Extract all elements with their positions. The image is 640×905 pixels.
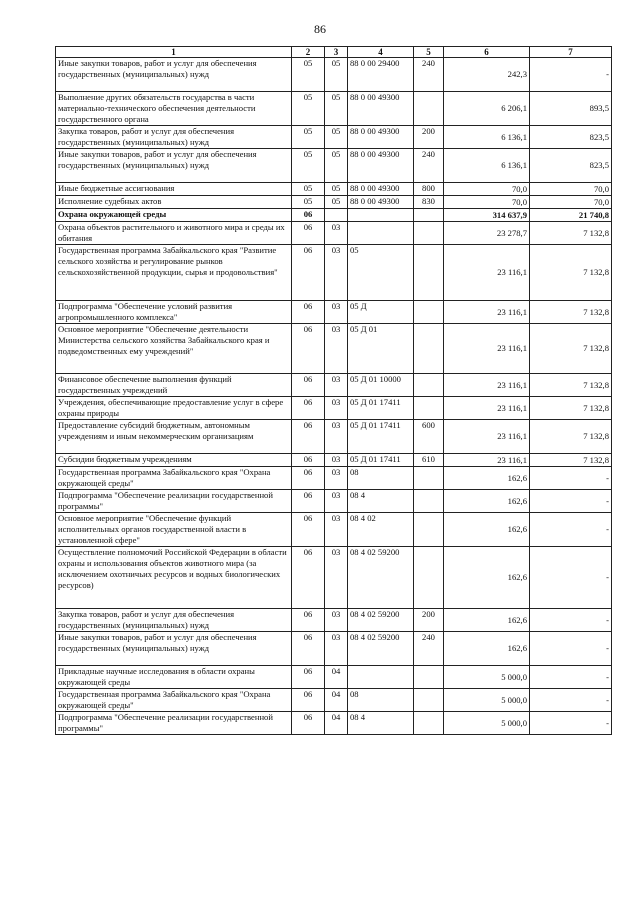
- amount-col7: -: [530, 632, 612, 666]
- table-row: [56, 92, 612, 126]
- section-code: 06: [292, 513, 325, 547]
- subsection-code: 03: [325, 632, 348, 666]
- expense-type-code: [414, 92, 444, 126]
- item-name: Охрана окружающей среды: [56, 209, 292, 222]
- expense-type-code: 800: [414, 183, 444, 196]
- target-article-code: 08 4: [348, 490, 414, 513]
- table-row: [56, 490, 612, 513]
- item-name: Охрана объектов растительного и животного мира и среды их обитания: [56, 222, 292, 245]
- section-code: 05: [292, 183, 325, 196]
- subsection-code: 03: [325, 467, 348, 490]
- target-article-code: 08 4: [348, 712, 414, 735]
- item-name: Государственная программа Забайкальского края "Охрана окружающей среды": [56, 689, 292, 712]
- header-cell: 6: [444, 47, 530, 58]
- target-article-code: 08: [348, 689, 414, 712]
- item-name: Иные закупки товаров, работ и услуг для обеспечения государственных (муниципальных) нужд: [56, 632, 292, 666]
- amount-col6: 23 116,1: [444, 324, 530, 374]
- section-code: 05: [292, 149, 325, 183]
- table-row: [56, 222, 612, 245]
- amount-col6: 23 116,1: [444, 454, 530, 467]
- header-cell: 1: [56, 47, 292, 58]
- amount-col6: 162,6: [444, 490, 530, 513]
- table-row: [56, 126, 612, 149]
- header-row: [56, 47, 612, 58]
- expense-type-code: 240: [414, 149, 444, 183]
- section-code: 05: [292, 92, 325, 126]
- subsection-code: 05: [325, 196, 348, 209]
- item-name: Иные закупки товаров, работ и услуг для обеспечения государственных (муниципальных) нужд: [56, 58, 292, 92]
- amount-col7: 70,0: [530, 196, 612, 209]
- amount-col7: -: [530, 58, 612, 92]
- expense-type-code: [414, 712, 444, 735]
- amount-col7: 7 132,8: [530, 454, 612, 467]
- header-cell: 7: [530, 47, 612, 58]
- expense-type-code: 200: [414, 126, 444, 149]
- subsection-code: 03: [325, 420, 348, 454]
- subsection-code: 04: [325, 666, 348, 689]
- section-code: 06: [292, 222, 325, 245]
- item-name: Финансовое обеспечение выполнения функций государственных учреждений: [56, 374, 292, 397]
- target-article-code: 88 0 00 29400: [348, 58, 414, 92]
- section-code: 06: [292, 666, 325, 689]
- target-article-code: 08 4 02: [348, 513, 414, 547]
- amount-col6: 162,6: [444, 609, 530, 632]
- expense-type-code: [414, 301, 444, 324]
- section-code: 06: [292, 467, 325, 490]
- subsection-code: 03: [325, 374, 348, 397]
- table-row: [56, 183, 612, 196]
- expense-type-code: [414, 324, 444, 374]
- amount-col7: 823,5: [530, 126, 612, 149]
- table-row: [56, 454, 612, 467]
- table-row: [56, 712, 612, 735]
- amount-col6: 70,0: [444, 183, 530, 196]
- amount-col6: 6 136,1: [444, 149, 530, 183]
- expense-type-code: [414, 222, 444, 245]
- subsection-code: 03: [325, 222, 348, 245]
- table-row: [56, 209, 612, 222]
- amount-col6: 5 000,0: [444, 666, 530, 689]
- target-article-code: 05 Д 01 17411: [348, 454, 414, 467]
- section-code: 05: [292, 126, 325, 149]
- amount-col6: 314 637,9: [444, 209, 530, 222]
- subsection-code: 03: [325, 397, 348, 420]
- expense-type-code: [414, 513, 444, 547]
- item-name: Закупка товаров, работ и услуг для обеспечения государственных (муниципальных) нужд: [56, 609, 292, 632]
- amount-col6: 242,3: [444, 58, 530, 92]
- amount-col6: 162,6: [444, 547, 530, 609]
- amount-col6: 23 116,1: [444, 301, 530, 324]
- table-row: [56, 324, 612, 374]
- expense-type-code: [414, 245, 444, 301]
- amount-col7: 7 132,8: [530, 245, 612, 301]
- item-name: Осуществление полномочий Российской Федерации в области охраны и использования объектов животного мира (за исключением охотничьих ресурсов и водных биологических ресурсов): [56, 547, 292, 609]
- budget-table: [55, 46, 612, 735]
- table-body: [56, 47, 612, 735]
- amount-col6: 23 116,1: [444, 245, 530, 301]
- target-article-code: [348, 222, 414, 245]
- target-article-code: 88 0 00 49300: [348, 196, 414, 209]
- amount-col6: 70,0: [444, 196, 530, 209]
- item-name: Исполнение судебных актов: [56, 196, 292, 209]
- subsection-code: 05: [325, 92, 348, 126]
- table-row: [56, 689, 612, 712]
- table-row: [56, 196, 612, 209]
- item-name: Учреждения, обеспечивающие предоставление услуг в сфере охраны природы: [56, 397, 292, 420]
- amount-col7: -: [530, 513, 612, 547]
- expense-type-code: 830: [414, 196, 444, 209]
- expense-type-code: 240: [414, 58, 444, 92]
- target-article-code: 05 Д 01 17411: [348, 420, 414, 454]
- amount-col7: 7 132,8: [530, 222, 612, 245]
- subsection-code: 04: [325, 712, 348, 735]
- target-article-code: 05 Д 01 10000: [348, 374, 414, 397]
- target-article-code: 05 Д: [348, 301, 414, 324]
- target-article-code: 05 Д 01 17411: [348, 397, 414, 420]
- target-article-code: 08: [348, 467, 414, 490]
- item-name: Иные бюджетные ассигнования: [56, 183, 292, 196]
- header-cell: 2: [292, 47, 325, 58]
- target-article-code: 88 0 00 49300: [348, 149, 414, 183]
- amount-col6: 5 000,0: [444, 712, 530, 735]
- section-code: 05: [292, 196, 325, 209]
- amount-col6: 162,6: [444, 467, 530, 490]
- item-name: Государственная программа Забайкальского края "Развитие сельского хозяйства и регулирование рынков сельскохозяйственной продукции, сырья и продовольствия": [56, 245, 292, 301]
- table-row: [56, 58, 612, 92]
- subsection-code: 05: [325, 126, 348, 149]
- amount-col7: 7 132,8: [530, 374, 612, 397]
- section-code: 06: [292, 689, 325, 712]
- amount-col7: -: [530, 609, 612, 632]
- subsection-code: 03: [325, 324, 348, 374]
- amount-col6: 6 206,1: [444, 92, 530, 126]
- item-name: Подпрограмма "Обеспечение реализации государственной программы": [56, 490, 292, 513]
- expense-type-code: 240: [414, 632, 444, 666]
- amount-col7: 7 132,8: [530, 324, 612, 374]
- target-article-code: 05 Д 01: [348, 324, 414, 374]
- target-article-code: [348, 209, 414, 222]
- subsection-code: 03: [325, 490, 348, 513]
- amount-col7: 823,5: [530, 149, 612, 183]
- item-name: Предоставление субсидий бюджетным, автономным учреждениям и иным некоммерческим организациям: [56, 420, 292, 454]
- section-code: 06: [292, 245, 325, 301]
- section-code: 06: [292, 454, 325, 467]
- target-article-code: 05: [348, 245, 414, 301]
- section-code: 06: [292, 374, 325, 397]
- expense-type-code: 610: [414, 454, 444, 467]
- item-name: Подпрограмма "Обеспечение условий развития агропромышленного комплекса": [56, 301, 292, 324]
- header-cell: 3: [325, 47, 348, 58]
- expense-type-code: [414, 397, 444, 420]
- expense-type-code: [414, 374, 444, 397]
- target-article-code: [348, 666, 414, 689]
- header-cell: 4: [348, 47, 414, 58]
- subsection-code: [325, 209, 348, 222]
- table-row: [56, 609, 612, 632]
- section-code: 06: [292, 632, 325, 666]
- amount-col7: -: [530, 666, 612, 689]
- target-article-code: 88 0 00 49300: [348, 92, 414, 126]
- target-article-code: 88 0 00 49300: [348, 183, 414, 196]
- header-cell: 5: [414, 47, 444, 58]
- item-name: Выполнение других обязательств государства в части материально-технического обеспечения деятельности государственного органа: [56, 92, 292, 126]
- amount-col7: 70,0: [530, 183, 612, 196]
- table-row: [56, 245, 612, 301]
- amount-col7: -: [530, 712, 612, 735]
- table-row: [56, 420, 612, 454]
- table-row: [56, 301, 612, 324]
- amount-col7: -: [530, 467, 612, 490]
- amount-col7: -: [530, 547, 612, 609]
- table-row: [56, 467, 612, 490]
- section-code: 06: [292, 547, 325, 609]
- subsection-code: 03: [325, 547, 348, 609]
- subsection-code: 04: [325, 689, 348, 712]
- amount-col7: -: [530, 689, 612, 712]
- table-row: [56, 666, 612, 689]
- amount-col6: 5 000,0: [444, 689, 530, 712]
- amount-col6: 162,6: [444, 513, 530, 547]
- target-article-code: 88 0 00 49300: [348, 126, 414, 149]
- table-row: [56, 513, 612, 547]
- section-code: 05: [292, 58, 325, 92]
- item-name: Прикладные научные исследования в области охраны окружающей среды: [56, 666, 292, 689]
- amount-col7: 893,5: [530, 92, 612, 126]
- section-code: 06: [292, 324, 325, 374]
- page-number: 86: [314, 22, 326, 36]
- item-name: Закупка товаров, работ и услуг для обеспечения государственных (муниципальных) нужд: [56, 126, 292, 149]
- expense-type-code: [414, 689, 444, 712]
- item-name: Подпрограмма "Обеспечение реализации государственной программы": [56, 712, 292, 735]
- table-row: [56, 149, 612, 183]
- amount-col6: 23 116,1: [444, 420, 530, 454]
- section-code: 06: [292, 490, 325, 513]
- amount-col7: 21 740,8: [530, 209, 612, 222]
- target-article-code: 08 4 02 59200: [348, 547, 414, 609]
- amount-col6: 162,6: [444, 632, 530, 666]
- expense-type-code: 600: [414, 420, 444, 454]
- item-name: Иные закупки товаров, работ и услуг для обеспечения государственных (муниципальных) нужд: [56, 149, 292, 183]
- item-name: Государственная программа Забайкальского края "Охрана окружающей среды": [56, 467, 292, 490]
- subsection-code: 03: [325, 513, 348, 547]
- amount-col6: 23 116,1: [444, 397, 530, 420]
- subsection-code: 03: [325, 245, 348, 301]
- expense-type-code: [414, 490, 444, 513]
- amount-col6: 6 136,1: [444, 126, 530, 149]
- amount-col7: 7 132,8: [530, 397, 612, 420]
- table-row: [56, 397, 612, 420]
- amount-col7: 7 132,8: [530, 301, 612, 324]
- subsection-code: 05: [325, 149, 348, 183]
- item-name: Основное мероприятие "Обеспечение функций исполнительных органов государственной власти в установленной сфере": [56, 513, 292, 547]
- table-row: [56, 547, 612, 609]
- expense-type-code: [414, 209, 444, 222]
- table-row: [56, 374, 612, 397]
- amount-col7: 7 132,8: [530, 420, 612, 454]
- table-row: [56, 632, 612, 666]
- section-code: 06: [292, 712, 325, 735]
- subsection-code: 05: [325, 183, 348, 196]
- item-name: Основное мероприятие "Обеспечение деятельности Министерства сельского хозяйства Забайкальского края и подведомственных ему учреждений": [56, 324, 292, 374]
- section-code: 06: [292, 209, 325, 222]
- expense-type-code: [414, 666, 444, 689]
- subsection-code: 03: [325, 454, 348, 467]
- subsection-code: 03: [325, 301, 348, 324]
- subsection-code: 05: [325, 58, 348, 92]
- section-code: 06: [292, 397, 325, 420]
- item-name: Субсидии бюджетным учреждениям: [56, 454, 292, 467]
- expense-type-code: 200: [414, 609, 444, 632]
- target-article-code: 08 4 02 59200: [348, 609, 414, 632]
- subsection-code: 03: [325, 609, 348, 632]
- amount-col6: 23 278,7: [444, 222, 530, 245]
- section-code: 06: [292, 420, 325, 454]
- target-article-code: 08 4 02 59200: [348, 632, 414, 666]
- expense-type-code: [414, 467, 444, 490]
- expense-type-code: [414, 547, 444, 609]
- amount-col6: 23 116,1: [444, 374, 530, 397]
- section-code: 06: [292, 609, 325, 632]
- section-code: 06: [292, 301, 325, 324]
- amount-col7: -: [530, 490, 612, 513]
